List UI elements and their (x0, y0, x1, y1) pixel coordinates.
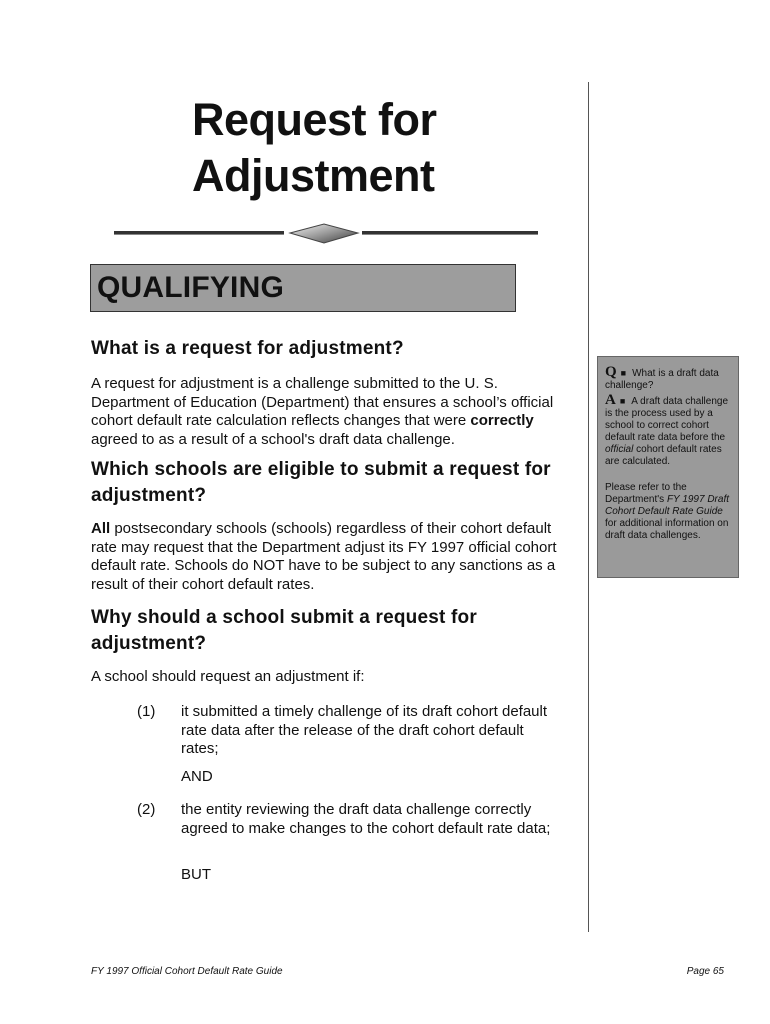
title-line-2: Adjustment (192, 150, 435, 201)
footer-guide-title: FY 1997 Official Cohort Default Rate Guide (91, 966, 283, 977)
sidebar-question (605, 366, 732, 392)
sidebar-answer-text: A draft data challenge is the process used by a school to correct cohort default rate data before the (605, 396, 729, 443)
sidebar-answer-emphasis: official (605, 444, 634, 455)
sidebar-answer (605, 394, 732, 468)
list-item-text-1: it submitted a timely challenge of its draft cohort default rate data after the release of the draft cohort default rates; (181, 703, 548, 758)
answer-marker: A (605, 392, 616, 408)
section-banner-label: QUALIFYING (97, 271, 284, 304)
diamond-ornament-divider (112, 220, 540, 248)
question-marker: Q (605, 364, 617, 380)
footer-page-number: Page 65 (686, 966, 724, 977)
bullet-icon: ■ (619, 396, 626, 406)
sidebar-reference-guide-title: FY 1997 Draft Cohort Default Rate Guide (605, 494, 730, 517)
list-connector-but: BUT (181, 866, 211, 883)
title-line-1: Request for (192, 94, 437, 145)
section-banner (90, 264, 516, 312)
question-heading-3: Why should a school submit a request for adjustment? (91, 607, 477, 654)
bullet-icon: ■ (620, 368, 627, 378)
answer-paragraph-2 (91, 520, 561, 594)
list-item-number-2: (2) (137, 801, 156, 818)
answer-2-text: postsecondary schools (schools) regardless of their cohort default rate may request that the Department adjust its FY 1997 official cohort default rate. Schools do NOT have to be subject to any sanctions as a result of their cohort default rates. (91, 520, 557, 593)
list-connector-and: AND (181, 768, 213, 785)
answer-paragraph-1 (91, 375, 561, 449)
answer-1-text-end: agreed to as a result of a school's draft data challenge. (91, 430, 455, 448)
sidebar-answer-text-end: cohort default rates are calculated. (605, 444, 722, 467)
qa-sidebar (597, 356, 739, 578)
sidebar-reference-text: Please refer to the Department's (605, 482, 687, 505)
answer-1-text: A request for adjustment is a challenge submitted to the U. S. Department of Education (Department) that ensures a school’s official cohort default rate calculation reflects changes that were (91, 375, 554, 430)
list-item-number-1: (1) (137, 703, 156, 720)
list-item-text-2: the entity reviewing the draft data challenge correctly agreed to make changes to the cohort default rate data; (181, 801, 551, 837)
column-divider (588, 82, 589, 932)
answer-2-emphasis: All (91, 520, 111, 537)
question-heading-2: Which schools are eligible to submit a request for adjustment? (91, 459, 551, 506)
answer-3-intro: A school should request an adjustment if: (91, 668, 365, 685)
question-heading-1: What is a request for adjustment? (91, 338, 404, 359)
sidebar-reference (605, 482, 732, 542)
sidebar-reference-text-end: for additional information on draft data challenges. (605, 518, 729, 541)
answer-1-emphasis: correctly (470, 412, 534, 430)
page-title (192, 92, 437, 204)
sidebar-question-text: What is a draft data challenge? (605, 368, 719, 391)
